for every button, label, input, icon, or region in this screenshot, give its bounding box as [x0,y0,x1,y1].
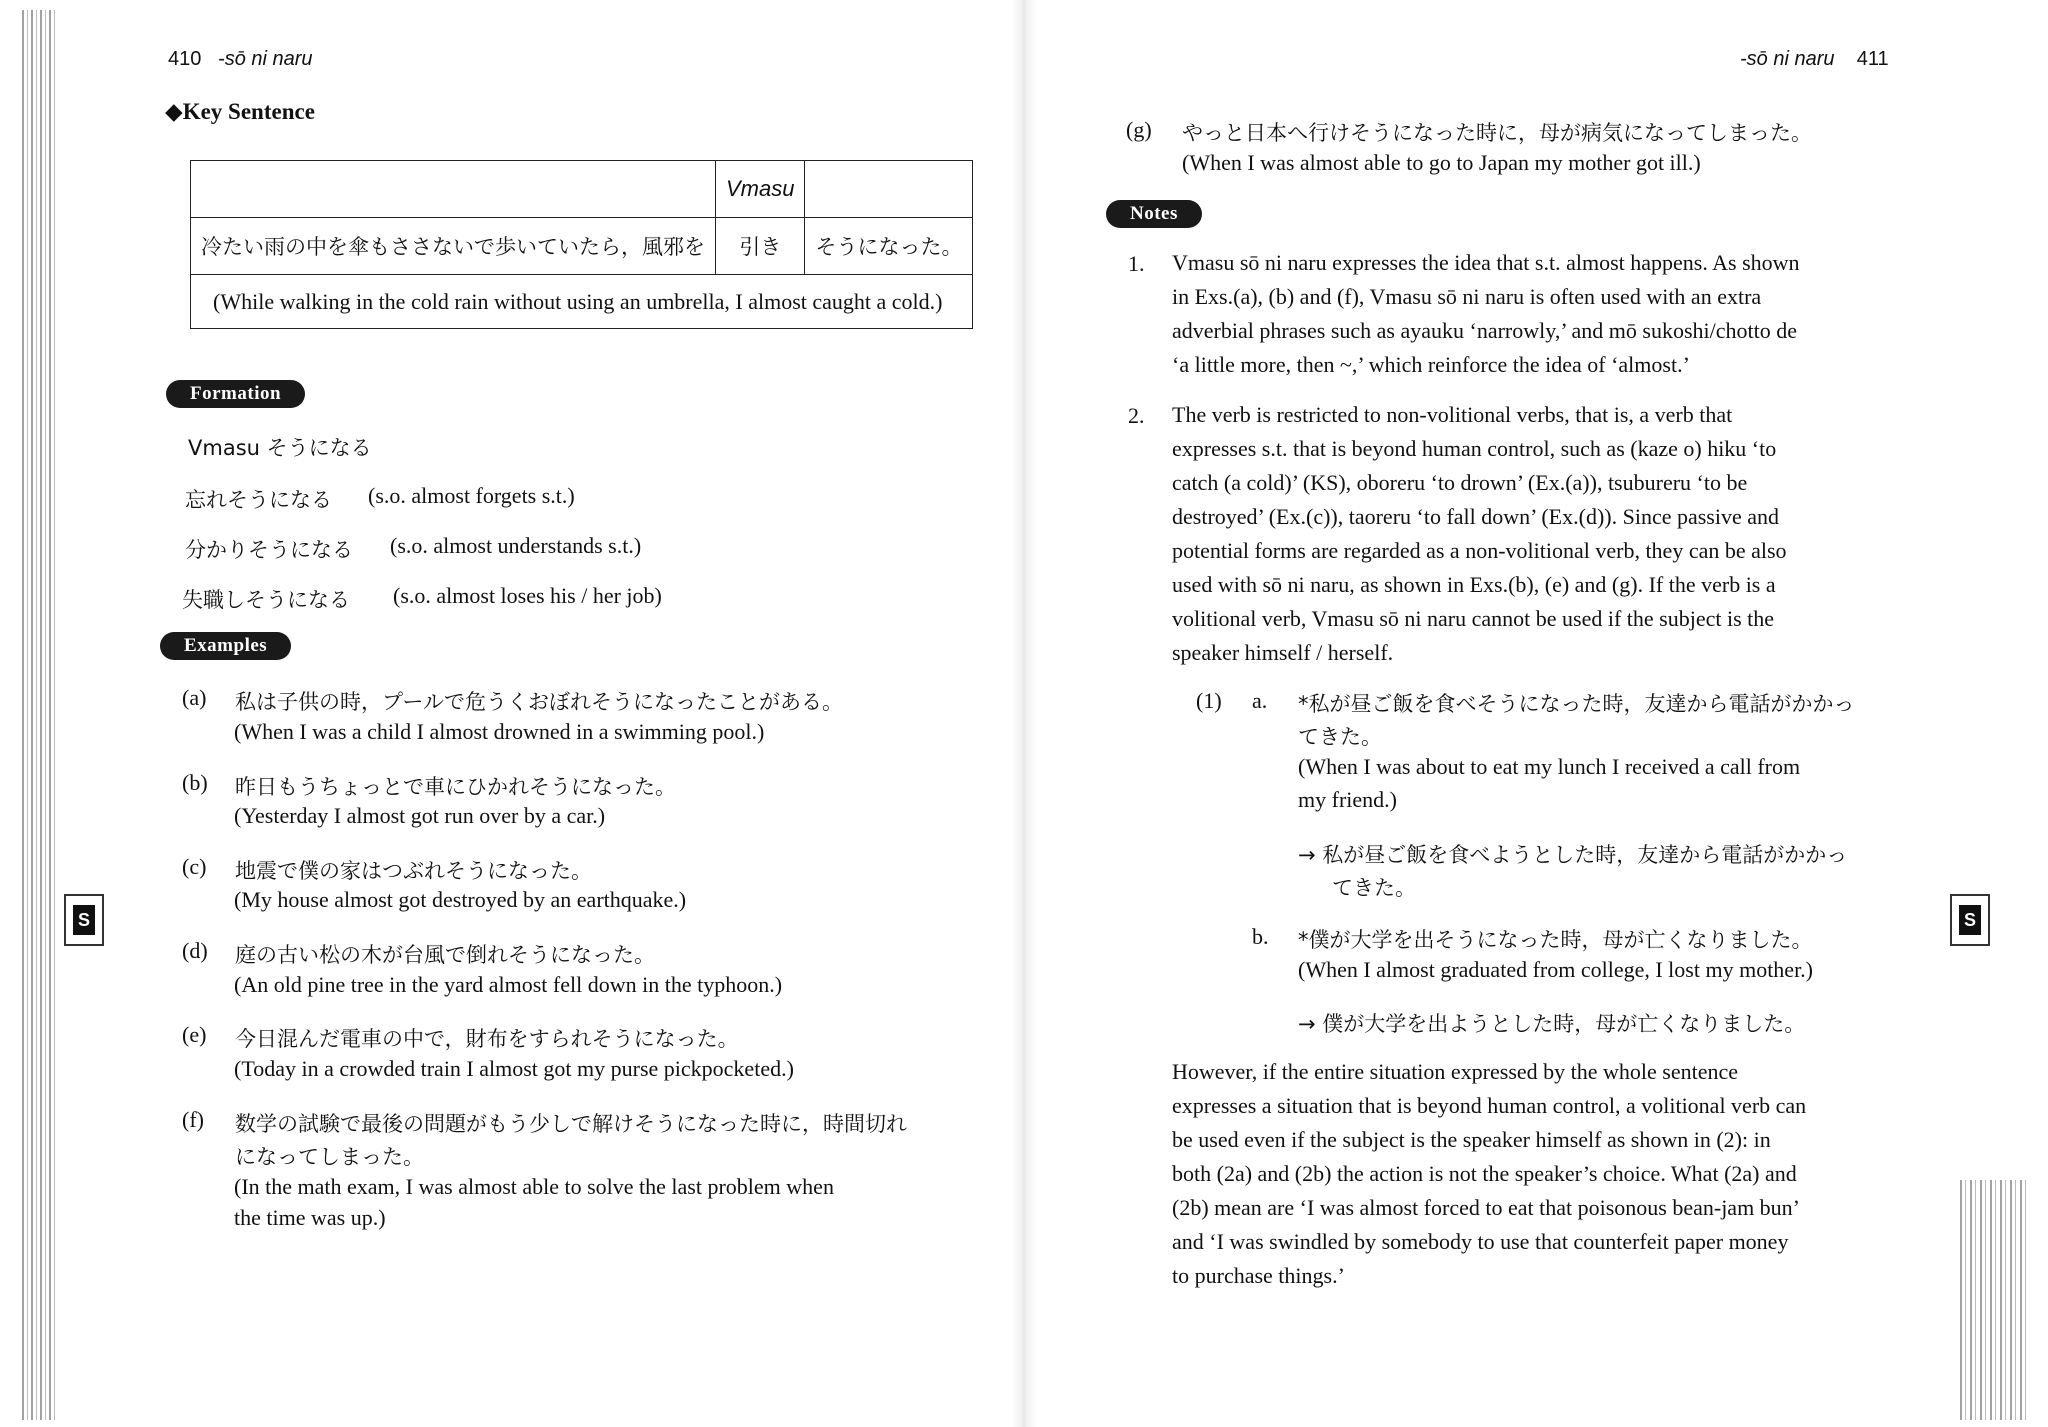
note-line: destroyed’ (Ex.(c)), taoreru ‘to fall down’ (Ex.(d)). Since passive and [1172,504,1780,529]
table-header-vmasu: Vmasu [716,161,805,218]
right-running-head [1740,48,1889,71]
subexample-en: (When I was about to eat my lunch I received a call from [1298,754,1801,779]
paragraph-line: expresses a situation that is beyond human control, a volitional verb can [1172,1093,1807,1118]
key-sentence-translation: (While walking in the cold rain without using an umbrella, I almost caught a cold.) [191,275,973,329]
note-line: speaker himself / herself. [1172,640,1394,665]
example-jp: 昨日もうちょっとで車にひかれそうになった。 [235,775,676,799]
note-2-text [1172,398,1932,670]
note-number: 2. [1128,403,1145,428]
example-jp: 地震で僕の家はつぶれそうになった。 [235,859,592,883]
right-running-title: -sō ni naru [1740,48,1835,70]
subexample-en: my friend.) [1298,787,1397,812]
subexample-alternative: てきた。 [1332,876,1416,900]
formation-pattern: Vmasu そうになる [188,436,372,460]
subexample-en: (When I almost graduated from college, I lost my mother.) [1298,957,1814,982]
formation-example-jp: 忘れそうになる [185,488,332,512]
subexample-number: (1) [1196,688,1222,713]
section-side-tab [64,894,104,946]
subexample-jp: てきた。 [1298,725,1382,749]
paragraph-line: be used even if the subject is the speaker himself as shown in (2): in [1172,1127,1771,1152]
paragraph-line: However, if the entire situation expressed by the whole sentence [1172,1059,1739,1084]
note-line: adverbial phrases such as ayauku ‘narrowly,’ and mō sukoshi/chotto de [1172,318,1797,343]
key-sentence-table [190,160,973,329]
example-label: (e) [182,1022,207,1047]
paragraph-line: to purchase things.’ [1172,1263,1345,1288]
note-line: expresses s.t. that is beyond human control, such as (kaze o) hiku ‘to [1172,436,1777,461]
formation-label: Formation [166,380,305,408]
subexample-label: a. [1252,688,1268,713]
table-cell-empty [805,161,973,218]
note-line: ‘a little more, then ~,’ which reinforce the idea of ‘almost.’ [1172,352,1690,377]
paragraph-line: both (2a) and (2b) the action is not the speaker’s choice. What (2a) and [1172,1161,1797,1186]
formation-example-en: (s.o. almost forgets s.t.) [368,483,575,508]
note-line: in Exs.(a), (b) and (f), Vmasu sō ni naru is often used with an extra [1172,284,1762,309]
example-en: (In the math exam, I was almost able to solve the last problem when [234,1174,834,1199]
example-label: (a) [182,685,207,710]
key-sentence-jp: 冷たい雨の中を傘もささないで歩いていたら，風邪を [191,218,716,275]
formation-example-jp: 分かりそうになる [185,538,353,562]
examples-label: Examples [160,632,291,660]
example-label: (f) [182,1107,204,1132]
note-number: 1. [1128,251,1145,276]
note-line: The verb is restricted to non-volitional verbs, that is, a verb that [1172,402,1733,427]
formation-example-en: (s.o. almost understands s.t.) [390,533,642,558]
example-label: (d) [182,938,208,963]
table-cell-empty [191,161,716,218]
example-en: (An old pine tree in the yard almost fell down in the typhoon.) [234,972,783,997]
subexample-alternative: → 僕が大学を出ようとした時，母が亡くなりました。 [1298,1012,1806,1036]
subexample-label: b. [1252,924,1269,949]
paragraph-line: and ‘I was swindled by somebody to use that counterfeit paper money [1172,1229,1789,1254]
section-tab-letter: S [73,905,95,935]
example-jp: 数学の試験で最後の問題がもう少しで解けそうになった時に，時間切れ [235,1112,907,1136]
example-label: (c) [182,854,207,879]
note-1-text [1172,246,1932,382]
key-sentence-title: ◆Key Sentence [165,99,315,124]
note-line: volitional verb, Vmasu sō ni naru cannot be used if the subject is the [1172,606,1775,631]
notes-label: Notes [1106,200,1202,228]
example-jp: 今日混んだ電車の中で，財布をすられそうになった。 [235,1027,739,1051]
left-page-number: 410 [168,48,202,70]
right-page [1024,0,2048,1427]
left-running-head [168,48,313,71]
key-sentence-ending: そうになった。 [805,218,973,275]
example-jp: 私は子供の時，プールで危うくおぼれそうになったことがある。 [235,690,843,714]
example-en: (My house almost got destroyed by an earthquake.) [234,887,687,912]
right-page-number: 411 [1856,48,1889,70]
left-running-title: -sō ni naru [218,48,313,70]
note-line: Vmasu sō ni naru expresses the idea that s.t. almost happens. As shown [1172,250,1800,275]
key-sentence-verb: 引き [716,218,805,275]
example-jp: やっと日本へ行けそうになった時に，母が病気になってしまった。 [1182,121,1812,145]
section-side-tab [1950,894,1990,946]
formation-example-jp: 失職しそうになる [182,588,350,612]
section-tab-letter: S [1959,905,1981,935]
paragraph-line: (2b) mean are ‘I was almost forced to eat that poisonous bean-jam bun’ [1172,1195,1801,1220]
example-en: (Yesterday I almost got run over by a car.) [234,803,606,828]
example-en: (Today in a crowded train I almost got my purse pickpocketed.) [234,1056,794,1081]
subexample-jp: *私が昼ご飯を食べそうになった時，友達から電話がかかっ [1298,692,1855,716]
example-en: (When I was a child I almost drowned in a swimming pool.) [234,719,765,744]
closing-paragraph [1172,1055,1932,1293]
example-jp: になってしまった。 [235,1145,424,1169]
example-en: the time was up.) [234,1205,386,1230]
formation-example-en: (s.o. almost loses his / her job) [393,583,662,608]
subexample-alternative: → 私が昼ご飯を食べようとした時，友達から電話がかかっ [1298,843,1848,867]
example-en: (When I was almost able to go to Japan my mother got ill.) [1182,150,1701,175]
example-label: (b) [182,770,208,795]
note-line: potential forms are regarded as a non-volitional verb, they can be also [1172,538,1787,563]
note-line: used with sō ni naru, as shown in Exs.(b), (e) and (g). If the verb is a [1172,572,1776,597]
subexample-jp: *僕が大学を出そうになった時，母が亡くなりました。 [1298,928,1813,952]
note-line: catch (a cold)’ (KS), oboreru ‘to drown’ (Ex.(a)), tsubureru ‘to be [1172,470,1748,495]
example-label: (g) [1126,117,1152,142]
example-jp: 庭の古い松の木が台風で倒れそうになった。 [235,943,655,967]
